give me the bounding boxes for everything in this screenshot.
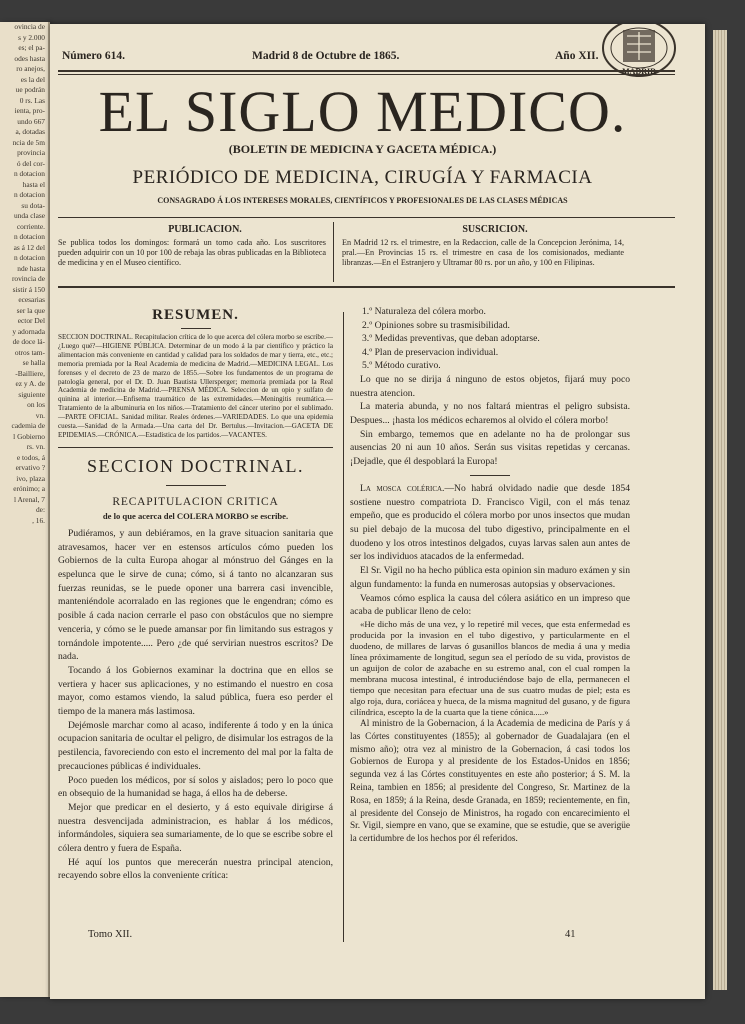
vigil-quote: «He dicho más de una vez, y lo repetiré mil veces, que esta enfermedad es producida por la invasion en el tubo digestivo, y particularmente en el duodeno, de millares de larvas ó gusanillos blancos de media á una y media línea próximamente de longitud, segun sea el período de su vida, provistos de un aguijon de color de azabache en su estremo anal, con el cual rompen la membrana mucosa intestinal, é introduciéndose bajo de ella, permanecen el tiempo que necesitan para efectuar una de sus cuatro mudas de piel; esta es algo roja, dura, coriácea y hueca, de la misma magnitud del gusano, y de figura cilíndrica, escepto la de la cuarta que la tiene cónica.....» [350, 618, 630, 717]
previous-page-line: cademia de [11, 421, 45, 430]
previous-page-line: ivo, plaza [16, 473, 45, 483]
previous-page-line: sistir á 150 [12, 284, 45, 294]
article-paragraph: Poco pueden los médicos, por sí solos y aislados; pero lo poco que en obsequio de la humanidad se haga, á ellos ha de deberse. [58, 774, 333, 800]
article-body [58, 527, 333, 883]
page-stack-edge [713, 30, 727, 990]
section-rule [166, 485, 226, 486]
previous-page-line: unda clase [14, 211, 45, 220]
previous-page-line: undo 667 [17, 116, 45, 126]
previous-page-line: ó del cor- [16, 158, 45, 168]
right-paragraph: Veamos cómo esplica la causa del cólera asiático en un impreso que acaba de publicar lleno de celo: [350, 592, 630, 618]
previous-page-edge [0, 22, 50, 997]
footer-tomo: Tomo XII. [88, 929, 133, 940]
issue-date: Madrid 8 de Octubre de 1865. [252, 50, 400, 62]
right-rule [470, 475, 510, 476]
previous-page-line: siguiente [18, 389, 45, 399]
masthead-rule [58, 217, 675, 218]
right-body-b [350, 564, 630, 619]
left-column [58, 307, 333, 883]
previous-page-line: -Bailliere, [15, 368, 45, 378]
mosca-text: —No habrá olvidado nadie que desde 1854 sostiene nuestro compatriota D. Francisco Vigil, con el más tenaz empeño, que es producido el cólera morbo por unos insectos que mudan su piel debajo de la mucosa del tubo digestivo, principalmente en el duodeno y los otros intestinos delgados, cuyas larvas salen aun antes de ser los individuos atacados de la enfermedad. [350, 482, 631, 563]
section-heading: SECCION DOCTRINAL. [86, 455, 304, 476]
previous-page-line: , 16. [32, 515, 45, 525]
previous-page-line: otros tam- [14, 347, 45, 357]
column-divider [343, 312, 344, 942]
right-paragraph: Lo que no se dirija á ninguno de estos objetos, fijará muy poco nuestra atencion. [350, 373, 630, 399]
publicacion-text: Se publica todos los domingos: formará un tomo cada año. Los suscritores pueden adquirir con un 10 por 100 de rebaja las obras publicadas en la Biblioteca de medicina y en el Museo científico. [58, 238, 326, 267]
article-subtitle: de lo que acerca del COLERA MORBO se escribe. [102, 510, 289, 521]
previous-page-line: ecesarias [18, 295, 45, 304]
previous-page-line: su dota- [21, 200, 45, 210]
masthead-dedication: CONSAGRADO Á LOS INTERESES MORALES, CIENTÍFICOS Y PROFESIONALES DE LAS CLASES MÉDICAS [157, 196, 568, 205]
previous-page-line: ser la que [16, 305, 45, 315]
previous-page-line: on los [27, 400, 45, 409]
article-paragraph: Dejémosle marchar como al acaso, indiferente á todo y en la única ocupacion sanitaria de ocultar el peligro, de disimular los estragos de la pestilencia, favoreciendo con esto el incremento del mal por la falta de precauciones públicas é individuales. [58, 719, 333, 772]
right-paragraph: La materia abunda, y no nos faltará mientras el peligro subsista. Despues... ¡hasta los médicos echaremos al olvido el cólera morbo! [350, 401, 630, 427]
previous-page-line: s y 2.000 [18, 32, 45, 42]
header-rule [58, 70, 675, 72]
previous-page-line: es la del [20, 74, 45, 84]
article-paragraph: Mejor que predicar en el desierto, y á esto equivale dirigirse á nuestra desvencijada administracion, es hablar á los médicos, informándoles, siquiera sea sumariamente, de lo que se escribe sobre el cólera dentro y fuera de España. [58, 801, 333, 855]
previous-page-line: as á 12 del [13, 242, 45, 252]
previous-page-line: provincia [17, 148, 45, 157]
previous-page-line: de: [35, 505, 45, 514]
previous-page-line: ovincia de [14, 22, 45, 31]
previous-page-line: ervativo ? [15, 463, 45, 472]
final-paragraph: Al ministro de la Gobernacion, á la Academia de medicina de París y á las Córtes constituyentes (1855); al gobernador de Guadalajara (en el mismo año); otra vez al ministro de la Gobernacion, á casi todos los Gobiernos de Europa y al presidente de los Estados-Unidos en 1856; segunda vez á las Córtes constituyentes en este año posterior; á S. M. la Reina, tambien en 1856; al presidente del Congreso, Sr. Martinez de la Rosa, en 1859; á la Reina, desde Granada, en 1859; recientemente, en fin, al presidente del Consejo de Ministros, ha rogado con encarecimiento el Sr. Vigil, siempre en vano, que se examine, que se estudie, que se averigüe la certidumbre de los hechos por él referidos. [350, 718, 630, 845]
issue-year: Año XII. [555, 50, 599, 62]
previous-page-line: se halla [22, 358, 45, 367]
topic-list-item: 2.º Opiniones sobre su trasmisibilidad. [362, 319, 510, 331]
article-paragraph: Pudiéramos, y aun debiéramos, en la grave situacion sanitaria que atravesamos, hacer ver en estensos artículos cómo pueden los Gobiernos de la culta Europa ahogar al mónstruo del Gánges en la espelunca que le sirve de cuna; cómo, si á tanto no alcanzaran sus fuerzas reunidas, se le puede oponer una barrera casi invencible, manteniéndole acorralado en las regiones que le engendran; cómo es posible á cada nacion cerrarle el paso con obstáculos que no siempre venceria, y cómo se le puede amansar por fin limitando sus estragos y tornándole impotente..... Pero ¿de qué servirian nuestros escritos? De nada. [58, 527, 333, 663]
previous-page-line: ncia de 5m [12, 137, 45, 147]
right-paragraph: El Sr. Vigil no ha hecho pública esta opinion sin maduro exámen y sin algun fundamento: la funda en numerosas autopsias y observaciones. [350, 565, 630, 590]
previous-page-line: e todos, á [16, 452, 45, 462]
previous-page-line: y adornada [12, 326, 45, 336]
info-rule [58, 286, 675, 288]
previous-page-line: corriente. [16, 221, 45, 231]
topic-list-item: 1.º Naturaleza del cólera morbo. [362, 306, 486, 317]
stamp-text: MADRID [622, 67, 656, 76]
resumen-end-rule [58, 447, 333, 448]
previous-page-line: ienta, pro- [14, 106, 45, 115]
article-paragraph: Hé aquí los puntos que merecerán nuestra principal atencion, recayendo sobre ellos la conveniente crítica: [58, 856, 333, 882]
previous-page-line: rs. vn. [26, 442, 45, 451]
right-paragraph: Sin embargo, tememos que en adelante no ha de prolongar sus ausencias 20 ni aun 10 años. Serán sus visitas repetidas y cercanas. ¡Dejadle, que él despoblará la Europa! [350, 428, 630, 468]
previous-page-line: n dotacion [14, 232, 45, 241]
publicacion-heading: PUBLICACION. [168, 224, 242, 235]
newspaper-page [50, 24, 705, 999]
previous-page-line: erónimo; a [13, 484, 45, 493]
previous-page-line: l Arenal, 7 [14, 494, 45, 504]
resumen-text: SECCION DOCTRINAL. Recapitulacion crítica de lo que acerca del cólera morbo se escribe.—¿Luego qué?—HIGIENE PÚBLICA. Determinar de un modo á la par científico y práctico la alimentacion más conveniente en cantidad y calidad para los soldados de mar y tierra, etc., etc.; memoria premiada por la Real Academia de medicina de Madrid.—MEDICINA LEGAL. Los forenses y el decreto de 23 de marzo de 1855.—Sobre los fundamentos de un programa de patología general, por el Dr. D. Juan Bautista Ullersperger; memoria premiada por la Real Academia de medicina de Madrid.—PRENSA MÉDICA. Seleccion de un opio y sulfato de quinina al interior.—Enfisema traumático de las extremidades.—Meningitis reumática.—Tratamiento de la albuminuria en los niños.—Tratamiento del cáncer uterino por el sublimado.—PARTE OFICIAL. Sanidad militar. Reales órdenes.—VARIEDADES. Lo que una epidemia cuesta.—Sanidad de la Armada.—Una carta del Dr. Bertulus.—Invitacion.—GACETA DE EPIDEMIAS.—CRÓNICA.—Estadística de los partidos.—VACANTES. [58, 333, 333, 439]
previous-page-line: ector Del [17, 316, 45, 325]
topic-list-item: 3.º Medidas preventivas, que deban adoptarse. [362, 333, 540, 345]
mosca-lead: La mosca colérica. [360, 482, 445, 494]
previous-page-line: hasta el [22, 179, 45, 189]
footer-page-number: 41 [565, 929, 576, 940]
mosca-paragraph [350, 482, 630, 564]
previous-page-line: n dotacion [14, 190, 45, 199]
previous-page-line: 0 rs. Las [19, 95, 45, 105]
previous-page-line: l Gobierno [13, 431, 45, 441]
previous-page-line: n dotacion [14, 169, 45, 178]
header-rule-thin [58, 74, 675, 75]
previous-page-line: n dotacion [14, 253, 45, 262]
previous-page-line: rovincia de [11, 274, 45, 283]
previous-page-line: vn. [35, 410, 45, 420]
issue-number: Número 614. [62, 50, 126, 62]
previous-page-line: ez y A. de [15, 379, 45, 388]
resumen-heading: RESUMEN. [152, 307, 239, 323]
article-title: RECAPITULACION CRITICA [112, 495, 279, 508]
previous-page-line: nde hasta [17, 263, 45, 273]
masthead-subtitle: (BOLETIN DE MEDICINA Y GACETA MÉDICA.) [228, 142, 497, 156]
topic-list [350, 305, 630, 373]
previous-page-line: odes hasta [14, 53, 45, 63]
topic-list-item: 5.º Método curativo. [362, 360, 441, 372]
info-divider [333, 222, 334, 282]
previous-page-line: de doce lá- [12, 337, 45, 346]
previous-page-line: ue podrán [15, 85, 45, 94]
right-column [350, 305, 630, 846]
previous-page-line: es; el pa- [18, 43, 45, 52]
resumen-rule [181, 328, 211, 329]
suscricion-heading: SUSCRICION. [462, 224, 528, 235]
suscricion-text: En Madrid 12 rs. el trimestre, en la Redaccion, calle de la Concepcion Jerónima, 14, pral.—En Provincias 15 rs. el trimestre en casa de los comisionados, mediante libranzas.—En el Estranjero y Ultramar 80 rs. por un año, y 100 en Filipinas. [342, 238, 624, 267]
library-stamp [593, 24, 677, 84]
previous-page-line: ro anejos, [16, 64, 45, 73]
previous-page-line: a, dotadas [15, 127, 45, 136]
right-body-a [350, 373, 630, 469]
topic-list-item: 4.º Plan de preservacion individual. [362, 346, 499, 358]
article-paragraph: Tocando á los Gobiernos examinar la doctrina que en ellos se vertiera y hacer sus aplicaciones, y no estimando el nuestro en cosa mayor, como estamos viendo, la salud pública, fuera eso perder el tiempo de la manera más lastimosa. [58, 664, 333, 718]
masthead-title: EL SIGLO MEDICO. [98, 79, 627, 144]
masthead-tagline: PERIÓDICO DE MEDICINA, CIRUGÍA Y FARMACIA [132, 167, 593, 188]
